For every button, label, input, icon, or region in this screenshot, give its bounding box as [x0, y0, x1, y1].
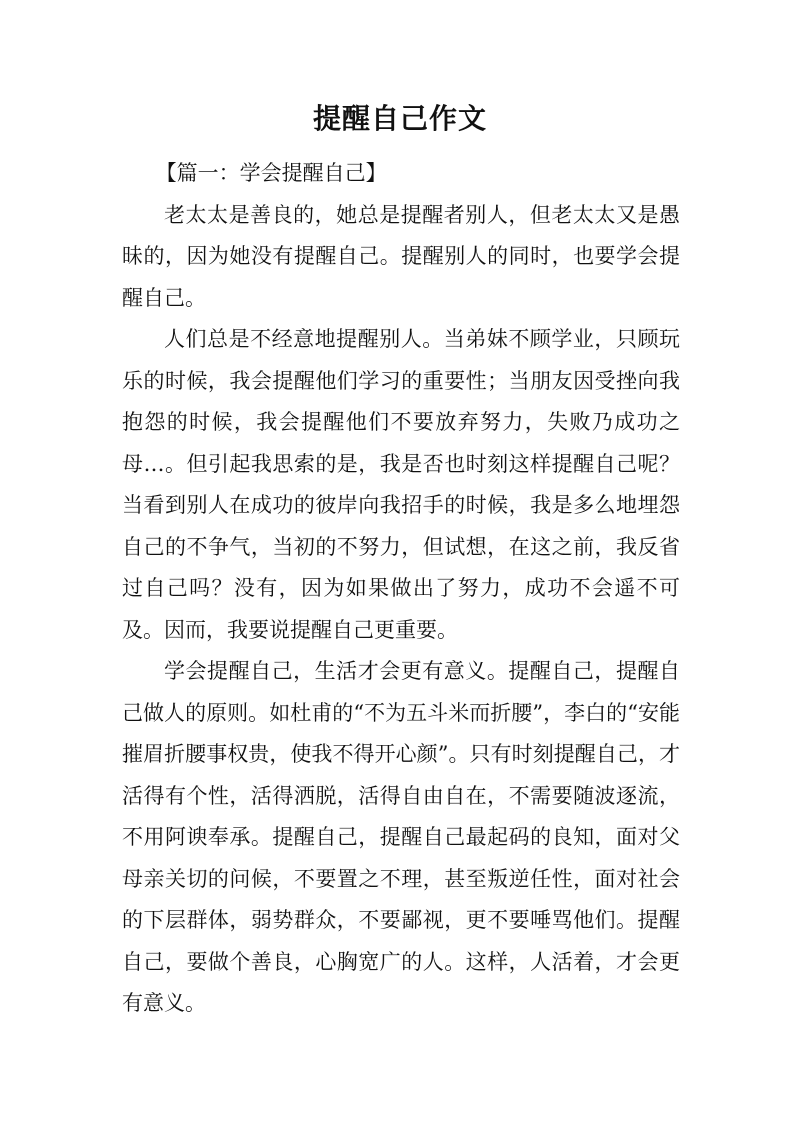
document-body: [122, 153, 680, 1025]
paragraph-2: 人们总是不经意地提醒别人。当弟妹不顾学业，只顾玩乐的时候，我会提醒他们学习的重要性；当朋友因受挫向我抱怨的时候，我会提醒他们不要放弃努力，失败乃成功之母…。但引起我思索的是，我是否也时刻这样提醒自己呢？当看到别人在成功的彼岸向我招手的时候，我是多么地埋怨自己的不争气，当初的不努力，但试想，在这之前，我反省过自己吗？没有，因为如果做出了努力，成功不会遥不可及。因而，我要说提醒自己更重要。: [122, 327, 680, 642]
paragraph-3: 学会提醒自己，生活才会更有意义。提醒自己，提醒自己做人的原则。如杜甫的“不为五斗米而折腰”，李白的“安能摧眉折腰事权贵，使我不得开心颜”。只有时刻提醒自己，才活得有个性，活得洒脱，活得自由自在，不需要随波逐流，不用阿谀奉承。提醒自己，提醒自己最起码的良知，面对父母亲关切的问候，不要置之不理，甚至叛逆任性，面对社会的下层群体，弱势群众，不要鄙视，更不要唾骂他们。提醒自己，要做个善良，心胸宽广的人。这样，人活着，才会更有意义。: [122, 659, 680, 1015]
document-title: 提醒自己作文: [312, 102, 487, 135]
paragraph-1: 老太太是善良的，她总是提醒者别人，但老太太又是愚昧的，因为她没有提醒自己。提醒别人的同时，也要学会提醒自己。: [122, 202, 680, 310]
section-heading: 【篇一：学会提醒自己】: [155, 161, 387, 185]
